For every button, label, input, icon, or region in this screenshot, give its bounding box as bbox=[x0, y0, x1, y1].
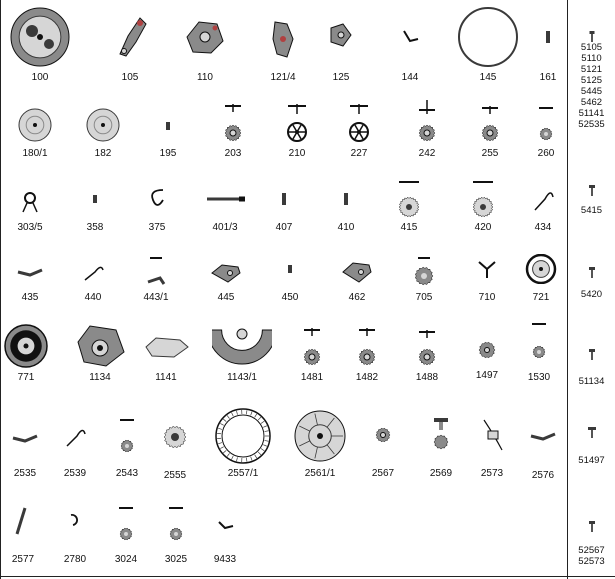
bridge-icon bbox=[196, 262, 256, 284]
part-label: 1134 bbox=[89, 372, 111, 383]
part-label: 1482 bbox=[355, 372, 379, 383]
part-label: 1488 bbox=[415, 372, 439, 383]
part-label: 180/1 bbox=[22, 148, 48, 159]
part-label: 242 bbox=[418, 148, 436, 159]
spring-icon bbox=[127, 188, 187, 212]
pinion-icon bbox=[254, 192, 314, 206]
part-label: 462 bbox=[348, 292, 366, 303]
part-label: 182 bbox=[94, 148, 112, 159]
screw-label: 5125 bbox=[580, 75, 603, 86]
part-label: 110 bbox=[197, 72, 213, 83]
gear-wheel-icon bbox=[457, 340, 517, 360]
part-label: 2576 bbox=[531, 470, 555, 481]
screw-label: 5445 bbox=[580, 86, 603, 97]
gear-wheel-icon bbox=[203, 104, 263, 142]
part-label: 2557/1 bbox=[227, 468, 259, 479]
screw-group-3-labels bbox=[568, 289, 615, 300]
part-label: 125 bbox=[332, 72, 350, 83]
part-label: 721 bbox=[532, 292, 550, 303]
disc-icon bbox=[73, 108, 133, 142]
movement-main-plate-icon bbox=[10, 6, 70, 68]
frame-bottom-border bbox=[0, 576, 615, 577]
bridge-icon bbox=[175, 18, 235, 56]
part-label: 2567 bbox=[371, 468, 395, 479]
ratchet-wheel-icon bbox=[453, 180, 513, 218]
day-disc-icon bbox=[290, 410, 350, 462]
date-ring-icon bbox=[213, 408, 273, 464]
part-label: 144 bbox=[401, 72, 419, 83]
pallet-fork-icon bbox=[457, 258, 517, 280]
spring-icon bbox=[63, 262, 123, 282]
part-label: 440 bbox=[84, 292, 102, 303]
part-label: 121/4 bbox=[270, 72, 296, 83]
part-label: 2555 bbox=[163, 470, 187, 481]
part-label: 410 bbox=[337, 222, 355, 233]
part-label: 1143/1 bbox=[227, 372, 257, 383]
part-label: 260 bbox=[537, 148, 555, 159]
part-label: 401/3 bbox=[212, 222, 238, 233]
part-label: 9433 bbox=[213, 554, 237, 565]
lever-icon bbox=[513, 186, 573, 212]
bridge-icon bbox=[70, 324, 130, 368]
part-label: 161 bbox=[539, 72, 557, 83]
screw-label: 5462 bbox=[580, 97, 603, 108]
gear-wheel-icon bbox=[337, 328, 397, 366]
screw-icon bbox=[65, 188, 125, 210]
screw-label: 52573 bbox=[578, 556, 605, 567]
balance-wheel-icon bbox=[511, 254, 571, 284]
part-label: 2535 bbox=[13, 468, 37, 479]
part-label: 443/1 bbox=[143, 292, 169, 303]
screw-label: 5105 bbox=[580, 42, 603, 53]
frame-left-border bbox=[0, 0, 1, 579]
part-label: 3025 bbox=[164, 554, 188, 565]
screw-label: 52535 bbox=[578, 119, 605, 130]
part-label: 1497 bbox=[475, 370, 499, 381]
part-label: 2573 bbox=[480, 468, 504, 479]
part-label: 195 bbox=[159, 148, 177, 159]
screw-icon bbox=[138, 118, 198, 134]
lever-icon bbox=[513, 428, 573, 444]
screw-label: 51134 bbox=[578, 376, 605, 387]
part-label: 145 bbox=[479, 72, 497, 83]
pinion-icon bbox=[316, 192, 376, 206]
part-label: 227 bbox=[350, 148, 368, 159]
part-label: 415 bbox=[400, 222, 418, 233]
spoked-wheel-icon bbox=[267, 104, 327, 142]
bridge-icon bbox=[311, 22, 371, 48]
winding-stem-icon bbox=[195, 192, 255, 206]
bridge-icon bbox=[136, 334, 196, 360]
part-label: 255 bbox=[481, 148, 499, 159]
ring-icon bbox=[458, 6, 518, 68]
disc-icon bbox=[5, 108, 65, 142]
part-label: 2561/1 bbox=[304, 468, 336, 479]
gear-wheel-icon bbox=[460, 106, 520, 142]
screw-group-1-labels bbox=[568, 42, 615, 130]
part-label: 771 bbox=[17, 372, 35, 383]
part-label: 2780 bbox=[63, 554, 87, 565]
spring-icon bbox=[45, 424, 105, 448]
lever-icon bbox=[195, 519, 255, 531]
part-label: 303/5 bbox=[17, 222, 43, 233]
gear-wheel-icon bbox=[516, 106, 576, 142]
part-label: 1141 bbox=[155, 372, 177, 383]
screw-label: 5415 bbox=[580, 205, 603, 216]
bridge-icon bbox=[100, 14, 160, 58]
spoked-wheel-icon bbox=[329, 104, 389, 142]
part-label: 1530 bbox=[527, 372, 551, 383]
gear-wheel-icon bbox=[282, 328, 342, 366]
gear-wheel-icon bbox=[397, 100, 457, 142]
part-label: 210 bbox=[288, 148, 306, 159]
part-label: 100 bbox=[31, 72, 49, 83]
part-label: 435 bbox=[21, 292, 39, 303]
part-label: 434 bbox=[534, 222, 552, 233]
screw-label: 51497 bbox=[578, 455, 605, 466]
part-label: 407 bbox=[275, 222, 293, 233]
rotor-icon bbox=[212, 326, 272, 366]
part-label: 710 bbox=[478, 292, 496, 303]
part-label: 358 bbox=[86, 222, 104, 233]
part-label: 2569 bbox=[429, 468, 453, 479]
part-label: 3024 bbox=[114, 554, 138, 565]
part-label: 2543 bbox=[115, 468, 139, 479]
screw-label: 5110 bbox=[581, 53, 602, 64]
screw-group-4-labels bbox=[568, 376, 615, 387]
part-label: 105 bbox=[121, 72, 139, 83]
gear-wheel-icon bbox=[353, 426, 413, 444]
lever-icon bbox=[0, 262, 60, 282]
screw-group-5-labels bbox=[568, 455, 615, 466]
bridge-icon bbox=[327, 260, 387, 284]
part-label: 203 bbox=[224, 148, 242, 159]
part-label: 450 bbox=[281, 292, 299, 303]
screw-group-6-labels bbox=[568, 545, 615, 567]
screw-group-2-labels bbox=[568, 205, 615, 216]
screw-icon bbox=[260, 256, 320, 282]
gear-wheel-icon bbox=[394, 256, 454, 286]
gear-wheel-icon bbox=[509, 322, 569, 360]
part-label: 375 bbox=[148, 222, 166, 233]
part-label: 2577 bbox=[11, 554, 35, 565]
part-label: 445 bbox=[217, 292, 235, 303]
part-label: 420 bbox=[474, 222, 492, 233]
screw-label: 5121 bbox=[580, 64, 603, 75]
clamp-icon bbox=[0, 186, 60, 214]
part-label: 2539 bbox=[63, 468, 87, 479]
screw-label: 5420 bbox=[580, 289, 603, 300]
gear-wheel-icon bbox=[397, 330, 457, 366]
part-label: 705 bbox=[415, 292, 433, 303]
part-label: 1481 bbox=[300, 372, 324, 383]
gear-wheel-icon bbox=[145, 424, 205, 450]
lever-icon bbox=[126, 256, 186, 286]
bridge-icon bbox=[253, 18, 313, 60]
mainspring-barrel-icon bbox=[0, 324, 56, 368]
screw-label: 52567 bbox=[578, 545, 605, 556]
screw-label: 51141 bbox=[578, 108, 605, 119]
lever-icon bbox=[380, 28, 440, 44]
crown-wheel-icon bbox=[379, 180, 439, 218]
